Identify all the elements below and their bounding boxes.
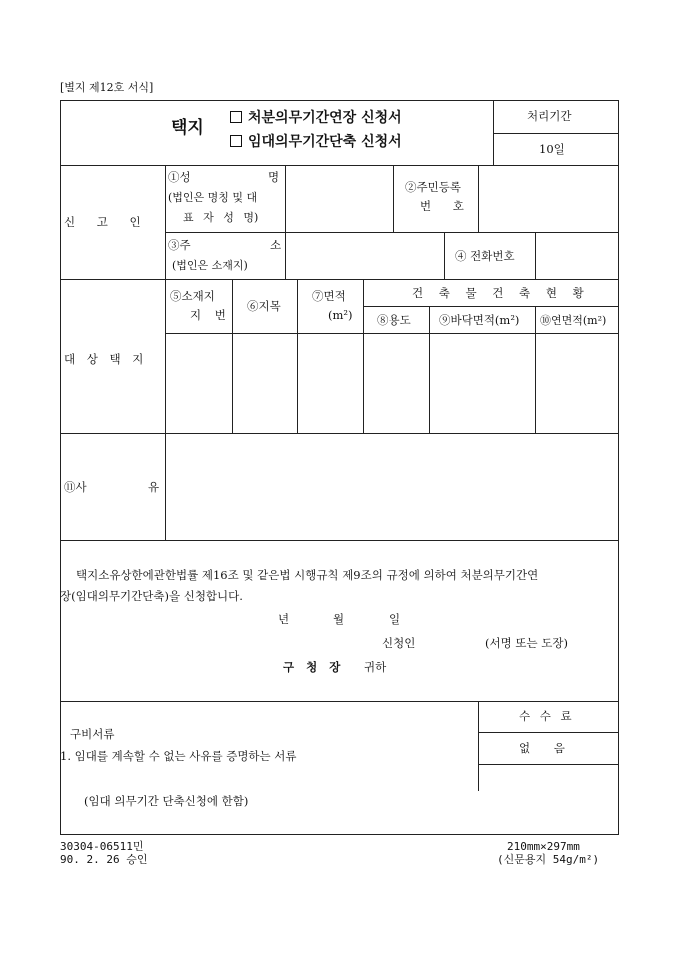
rrn-label-2: 번 호	[420, 199, 464, 213]
date-year: 년	[278, 612, 290, 626]
reason-label: ⑪사	[64, 480, 87, 494]
paper-size: 210mm×297mm	[507, 840, 580, 853]
col-area-unit: (m²)	[328, 308, 353, 322]
target-table-row[interactable]	[166, 334, 617, 432]
phone-field[interactable]	[536, 233, 617, 278]
document-item-1: 1. 임대를 계속할 수 없는 사유를 증명하는 서류	[60, 749, 297, 763]
name-label-3: 표 자 성 명)	[183, 211, 259, 224]
applicant-section-label: 신 고 인	[64, 215, 141, 229]
declaration-line-1: 택지소유상한에관한법률 제16조 및 같은법 시행규칙 제9조의 규정에 의하여 처분의무기간연	[76, 568, 539, 582]
name-label-2: (법인은 명칭 및 대	[168, 191, 258, 204]
documents-label: 구비서류	[70, 727, 115, 741]
extend-checkbox[interactable]	[230, 111, 242, 123]
document-note: (임대 의무기간 단축신청에 한함)	[84, 794, 249, 808]
reason-label-end: 유	[148, 480, 160, 494]
footer-approval: 90. 2. 26 승인	[60, 853, 148, 866]
option-shorten[interactable]	[230, 134, 402, 151]
name-label-end: 명	[268, 170, 280, 184]
date-month: 월	[333, 612, 345, 626]
footer-code: 30304-06511민	[60, 840, 144, 853]
fee-label: 수 수 료	[519, 709, 572, 723]
col-total-area: ⑩연면적(m²)	[540, 314, 607, 327]
signature-note: (서명 또는 도장)	[485, 636, 568, 650]
col-use: ⑧용도	[377, 313, 411, 327]
shorten-checkbox[interactable]	[230, 135, 242, 147]
name-label-circle: ①성	[168, 170, 191, 184]
addr-label-2: (법인은 소재지)	[172, 259, 248, 272]
date-day: 일	[389, 612, 401, 626]
paper-type: (신문용지 54g/m²)	[497, 853, 600, 866]
option-extend[interactable]	[230, 110, 402, 127]
option-extend-label: 처분의무기간연장 신청서	[248, 110, 402, 126]
rrn-label: ②주민등록	[405, 180, 461, 194]
addr-label: ③주	[168, 238, 191, 252]
fee-value: 없 음	[519, 741, 565, 755]
addressee: 구 청 장	[283, 660, 341, 674]
form-label: [별지 제12호 서식]	[60, 81, 154, 94]
col-landtype: ⑥지목	[247, 299, 281, 313]
applicant-sign-label: 신청인	[382, 636, 416, 650]
addr-label-end: 소	[270, 238, 282, 252]
target-section-label: 대 상 택 지	[64, 352, 144, 366]
col-area: ⑦면적	[312, 289, 346, 303]
rrn-field[interactable]	[479, 166, 617, 231]
option-shorten-label: 임대의무기간단축 신청서	[248, 134, 402, 150]
col-location: ⑤소재지	[170, 289, 215, 303]
address-field[interactable]	[286, 233, 443, 278]
period-label: 처리기간	[527, 109, 572, 123]
col-location-2: 지 번	[190, 308, 226, 322]
declaration-line-2: 장(임대의무기간단축)을 신청합니다.	[60, 589, 243, 603]
period-value: 10일	[539, 142, 565, 156]
phone-label: ④ 전화번호	[455, 249, 515, 263]
form-title: 택지	[171, 118, 204, 138]
name-field[interactable]	[286, 166, 392, 231]
addressee-suffix: 귀하	[364, 660, 387, 674]
reason-field[interactable]	[166, 434, 617, 539]
col-floor-area: ⑨바닥면적(m²)	[439, 313, 520, 327]
building-header: 건 축 물 건 축 현 황	[412, 286, 584, 300]
